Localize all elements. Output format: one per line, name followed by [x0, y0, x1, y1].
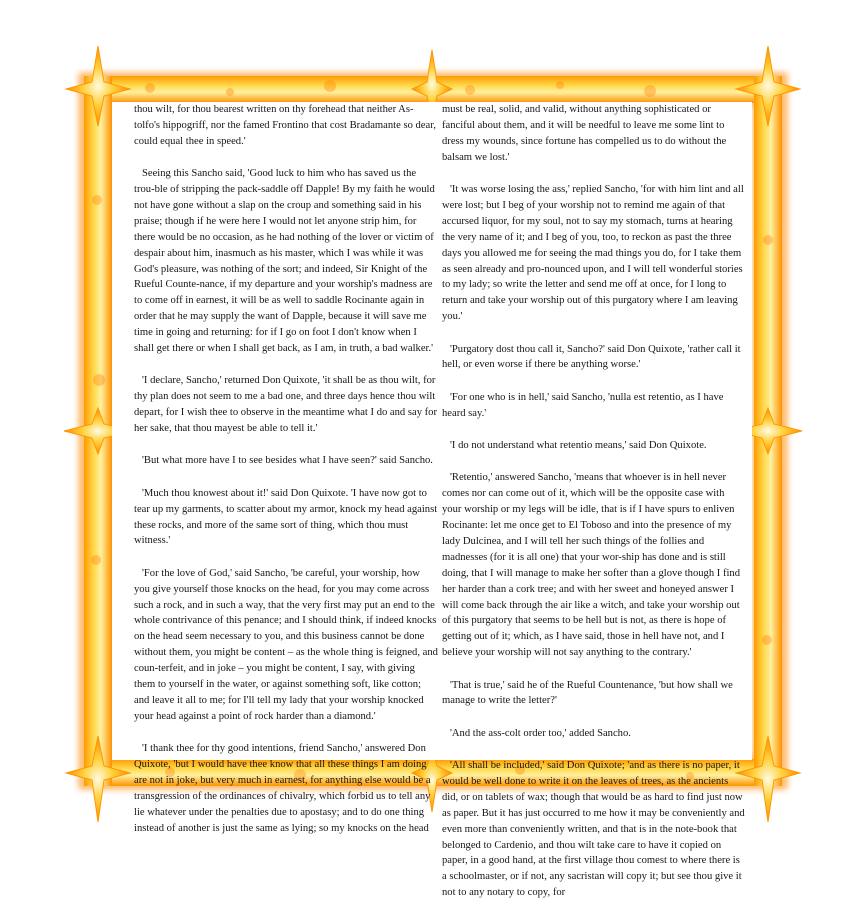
- text-paragraph: 'Retentio,' answered Sancho, 'means that whoever is in hell never comes nor can come out of it, which will be the opposite case with your worship or my legs will be idle, that is if I have spurs to enliven Rocinante: let me once get to El Toboso and into the presence of my lady Dulcinea, and I will tell her such things of the follies and madnesses (for it is all one) that your wor-ship has done and is still doing, that I will manage to make her softer than a glove though I find her harder than a cork tree; and with her sweet and honeyed answer I will come back through the air like a witch, and take your worship out of this purgatory that seems to be hell but is not, as there is hope of getting out of it; which, as I have said, those in hell have not, and I believe your worship will not say anything to the contrary.': [442, 472, 741, 659]
- text-paragraph: 'That is true,' said he of the Rueful Countenance, 'but how shall we manage to write the letter?': [442, 679, 733, 707]
- left-text-column: [134, 102, 438, 853]
- text-paragraph: 'But what more have I to see besides what I have seen?' said Sancho.: [142, 455, 433, 467]
- right-text-column: [442, 102, 746, 918]
- text-page: [112, 102, 752, 899]
- text-paragraph: 'For one who is in hell,' said Sancho, 'nulla est retentio, as I have heard say.': [442, 391, 724, 419]
- text-paragraph: 'I thank thee for thy good intentions, friend Sancho,' answered Don Quixote, 'but I would have thee know that all these things I am doing are not in joke, but very much in earnest, for anything else would be a transgression of the ordinances of chivalry, which forbid us to tell any lie whatever under the penalties due to apostasy; and to do one thing instead of another is just the same as lying; so my knocks on the head: [134, 743, 431, 834]
- text-paragraph: 'For the love of God,' said Sancho, 'be careful, your worship, how you give yourself those knocks on the head, for you may come across such a rock, and in such a way, that the very first may put an end to the whole contrivance of this penance; and I should think, if indeed knocks on the head seem necessary to you, and this business cannot be done without them, you might be content – as the whole thing is feigned, and coun-terfeit, and in joke – you might be content, I say, with giving them to yourself in the water, or against something soft, like cotton; and leave it all to me; for I'll tell my lady that your worship knocked your head against a point of rock harder than a diamond.': [134, 567, 438, 722]
- text-paragraph: Seeing this Sancho said, 'Good luck to him who has saved us the trou-ble of stripping the pack-saddle off Dapple! By my faith he would not have gone without a slap on the croup and something said in his praise; though if he were here I would not let anyone strip him, for there would be no occasion, as he had nothing of the lover or victim of despair about him, inasmuch as his master, which I was while it was God's pleasure, was nothing of the sort; and indeed, Sir Knight of the Rueful Counte-nance, if my departure and your worship's madness are to come off in earnest, it will be as well to saddle Rocinante again in order that he may supply the want of Dapple, because it will save me time in going and returning: for if I go on foot I don't know when I shall get there or when I shall get back, as I am, in truth, a bad walker.': [134, 168, 435, 355]
- text-paragraph: must be real, solid, and valid, without anything sophisticated or fanciful about them, and it will be needful to leave me some lint to dress my wounds, since fortune has compelled us to do without the balsam we lost.': [442, 104, 727, 163]
- text-paragraph: 'Much thou knowest about it!' said Don Quixote. 'I have now got to tear up my garments, to scatter about my armor, knock my head against these rocks, and more of the same sort of thing, which thou must witness.': [134, 487, 438, 547]
- text-paragraph: 'And the ass-colt order too,' added Sancho.: [450, 727, 631, 739]
- text-paragraph: 'All shall be included,' said Don Quixote; 'and as there is no paper, it would be well done to write it on the leaves of trees, as the ancients did, or on tablets of wax; though that would be as hard to find just now as paper. But it has just occurred to me how it may be conveniently and even more than conveniently written, and that is in the note-book that belonged to Cardenio, and thou wilt take care to have it copied on paper, in a good hand, at the first village thou comest to where there is a schoolmaster, or if not, any sacristan will copy it; but see thou give it not to any notary to copy, for: [442, 760, 745, 899]
- text-paragraph: 'I declare, Sancho,' returned Don Quixote, 'it shall be as thou wilt, for thy plan does not seem to me a bad one, and three days hence thou wilt depart, for I wish thee to observe in the meantime what I do and say for her sake, that thou mayest be able to tell it.': [134, 375, 438, 435]
- text-paragraph: 'Purgatory dost thou call it, Sancho?' said Don Quixote, 'rather call it hell, or even worse if there be anything worse.': [442, 343, 741, 371]
- text-paragraph: 'I do not understand what retentio means,' said Don Quixote.: [450, 439, 707, 451]
- text-paragraph: thou wilt, for thou bearest written on thy forehead that neither As-tolfo's hippogriff, nor the famed Frontino that cost Bradamante so dear, could equal thee in speed.': [134, 104, 436, 147]
- text-paragraph: 'It was worse losing the ass,' replied Sancho, 'for with him lint and all were lost; but I beg of your worship not to remind me again of that accursed liquor, for my soul, not to say my stomach, turns at hearing the very name of it; and I beg of you, too, to reckon as past the three days you allowed me for seeing the mad things you do, for I take them as seen already and pro-nounced upon, and I will tell wonderful stories to my lady; so write the letter and send me off at once, for I long to return and take your worship out of this purgatory where I am leaving you.': [442, 184, 744, 323]
